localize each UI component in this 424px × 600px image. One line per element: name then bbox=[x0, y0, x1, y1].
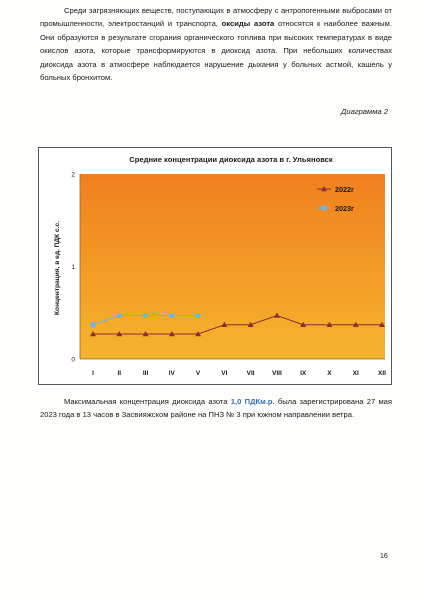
y-axis-label: Концентрация, в ед. ПДК с.с. bbox=[54, 221, 61, 315]
x-tick-label-IV: IV bbox=[168, 370, 175, 377]
intro-bold-term: оксиды азота bbox=[221, 19, 275, 29]
x-tick-label-I: I bbox=[92, 370, 94, 377]
x-tick-label-V: V bbox=[195, 370, 201, 377]
x-tick-label-XI: XI bbox=[352, 370, 359, 377]
closing-text-1: Максимальная концентрация диоксида азота bbox=[64, 397, 231, 406]
point-2023г-IV bbox=[169, 313, 174, 318]
intro-text-2: относятся к наиболее важным. Они образуются в результате сгорания органического топлива при высоких температурах в виде окислов азота, которые трансформируются в диоксид азота. При небольших количествах диоксида азота в атмосфере наблюдается нарушение дыхания у больных астмой, кашель у больных бронхитом. bbox=[40, 19, 392, 83]
intro-paragraph bbox=[40, 4, 392, 84]
diagram-label: Диаграмма 2 bbox=[341, 107, 388, 116]
x-tick-label-VIII: VIII bbox=[272, 370, 282, 377]
closing-paragraph bbox=[40, 395, 392, 422]
x-tick-label-X: X bbox=[327, 370, 332, 377]
y-tick-label-1: 1 bbox=[71, 264, 75, 271]
plot-area bbox=[80, 174, 385, 359]
intro-text-1: Среди загрязняющих веществ, поступающих в атмосферу с антропогенными выбросами от промышленности, электростанций и транспорта, bbox=[40, 6, 392, 29]
x-tick-label-XII: XII bbox=[378, 370, 386, 377]
x-tick-label-III: III bbox=[142, 370, 149, 377]
max-concentration-value: 1,0 ПДКм.р. bbox=[230, 397, 275, 406]
legend-label-2022г: 2022г bbox=[335, 185, 354, 194]
x-tick-label-VI: VI bbox=[221, 370, 228, 377]
x-tick-label-VII: VII bbox=[246, 370, 255, 377]
chart-frame bbox=[38, 147, 392, 385]
legend-label-2023г: 2023г bbox=[335, 204, 354, 213]
closing-text-2: была зарегистрирована 27 мая 2023 года в 13 часов в Засвияжском районе на ПНЗ № 3 при южном направлении ветра. bbox=[40, 397, 393, 420]
point-2023г-III bbox=[143, 313, 148, 318]
y-tick-label-2: 2 bbox=[71, 171, 75, 179]
x-tick-label-II: II bbox=[117, 370, 122, 377]
chart-svg bbox=[39, 148, 391, 384]
point-2023г-I bbox=[91, 322, 96, 327]
point-2023г-V bbox=[196, 313, 201, 318]
y-tick-label-0: 0 bbox=[71, 356, 75, 364]
x-tick-label-IX: IX bbox=[300, 370, 307, 377]
point-2023г-II bbox=[117, 313, 122, 318]
legend-marker-2023г bbox=[322, 206, 327, 211]
chart-title: Средние концентрации диоксида азота в г. Ульяновск bbox=[129, 155, 333, 164]
page-number: 16 bbox=[380, 553, 388, 560]
